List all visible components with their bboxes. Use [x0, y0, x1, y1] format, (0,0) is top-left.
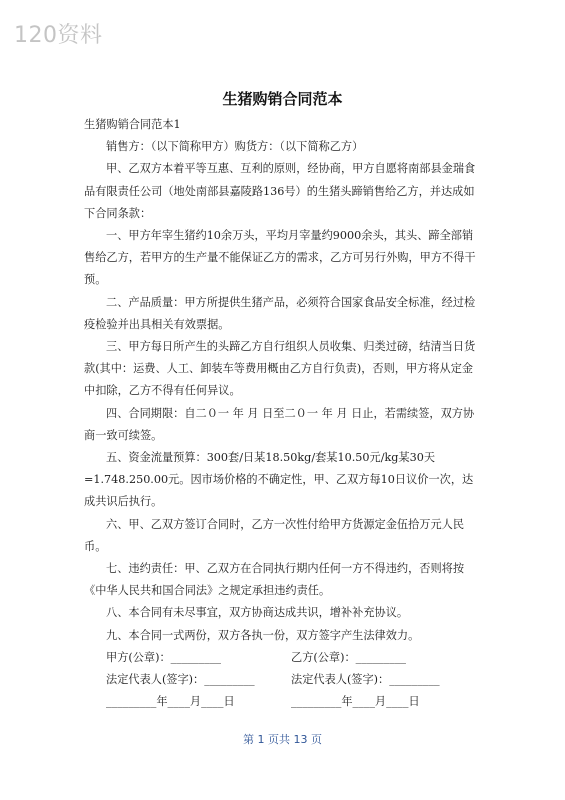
date-row — [84, 691, 484, 713]
clause-2: 二、产品质量：甲方所提供生猪产品，必须符合国家食品安全标准，经过检疫检验并出具相关有效票据。 — [84, 295, 476, 331]
party-a-representative: 法定代表人(签字)：_________ — [106, 673, 255, 687]
seal-row — [84, 647, 484, 669]
page-number: 第 1 页共 13 页 — [243, 733, 322, 746]
party-b-seal: 乙方(公章)：_________ — [291, 650, 407, 664]
document-body — [84, 114, 484, 713]
clause-7: 七、违约责任：甲、乙双方在合同执行期内任何一方不得违约，否则将按《中华人民共和国合同法》之规定承担违约责任。 — [84, 562, 465, 598]
clause-4: 四、合同期限：自二０一 年 月 日至二０一 年 月 日止，若需续签，双方协商一致可续签。 — [84, 406, 475, 442]
document-subtitle: 生猪购销合同范本1 — [84, 118, 181, 131]
preamble-paragraph: 甲、乙双方本着平等互惠、互利的原则，经协商，甲方自愿将南部县金瑞食品有限责任公司（地处南部县嘉陵路136号）的生猪头蹄销售给乙方，并达成如下合同条款： — [84, 162, 476, 220]
party-a-date: _________年____月____日 — [106, 695, 235, 709]
party-b-representative: 法定代表人(签字)：_________ — [291, 673, 440, 687]
clause-5: 五、资金流量预算：300套/日某18.50kg/套某10.50元/kg某30天=1.748.250.00元。因市场价格的不确定性，甲、乙双方每10日议价一次，达成共识后执行。 — [84, 451, 474, 509]
representative-row — [84, 669, 484, 691]
party-b-date: _________年____月____日 — [291, 695, 420, 709]
document-title: 生猪购销合同范本 — [222, 90, 343, 108]
clause-1: 一、甲方年宰生猪约10余万头，平均月宰量约9000余头，其头、蹄全部销售给乙方，若甲方的生产量不能保证乙方的需求，乙方可另行外购，甲方不得干预。 — [84, 229, 476, 287]
parties-line: 销售方：（以下简称甲方）购货方：（以下简称乙方） — [106, 140, 364, 154]
clause-6: 六、甲、乙双方签订合同时，乙方一次性付给甲方货源定金伍拾万元人民币。 — [84, 517, 465, 553]
clause-9: 九、本合同一式两份，双方各执一份，双方签字产生法律效力。 — [106, 628, 420, 642]
clause-8: 八、本合同有未尽事宜，双方协商达成共识，增补补充协议。 — [106, 606, 409, 620]
party-a-seal: 甲方(公章)：_________ — [106, 650, 222, 664]
watermark-logo: 120资料 — [14, 23, 103, 48]
clause-3: 三、甲方每日所产生的头蹄乙方自行组织人员收集、归类过磅，结清当日货款(其中：运费、人工、卸装车等费用概由乙方自行负责)，否则，甲方将从定金中扣除，乙方不得有任何异议。 — [84, 340, 476, 398]
